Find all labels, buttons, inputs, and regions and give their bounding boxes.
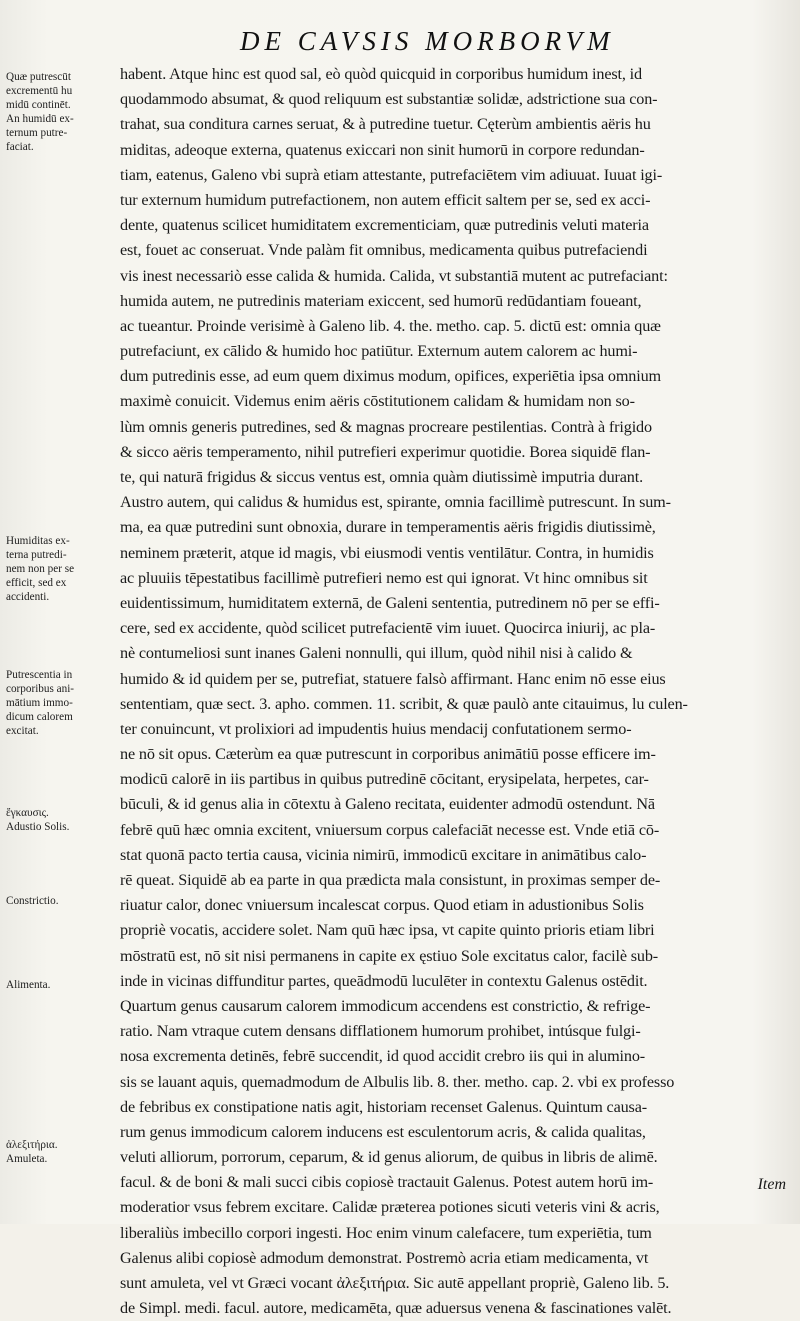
text-line: būculi, & id genus alia in cōtextu à Galeno recitata, euidenter admodū ostendunt. Nā: [120, 795, 655, 814]
margin-note-line: excrementū hu: [6, 85, 73, 97]
text-line: maximè conuicit. Videmus enim aëris cōstitutionem calidam & humidam non so-: [120, 392, 635, 411]
text-line: nosa excrementa detinēs, febrē succendit, id quod accidit crebro iis qui in alumino-: [120, 1047, 646, 1066]
text-line: de febribus ex constipatione natis agit, historiam recenset Galenus. Quintum causa-: [120, 1097, 647, 1116]
margin-note-alimenta: [6, 978, 116, 992]
text-line: sis se lauant aquis, quemadmodum de Albulis lib. 8. ther. metho. cap. 2. vbi ex professo: [120, 1072, 675, 1091]
margin-note-adustio: [6, 806, 116, 834]
text-line: tur externum humidum putrefactionem, non autem efficit saltem per se, sed ex acci-: [120, 190, 651, 209]
text-line: trahat, sua conditura carnes seruat, & à putredine tuetur. Cęterùm ambientis aëris hu: [120, 115, 651, 134]
text-line: sententiam, quæ sect. 3. apho. commen. 11. scribit, & quæ paulò ante citauimus, lu culen-: [120, 694, 688, 713]
text-line: neminem præterit, atque id magis, vbi eiusmodi ventis ventilātur. Contra, in humidis: [120, 543, 654, 562]
text-line: vis inest necessariò esse calida & humida. Calida, vt substantiā mutent ac putrefaciant:: [120, 266, 668, 285]
text-line: veluti alliorum, porrorum, ceparum, & id genus aliorum, de quibus in libris de alimē.: [120, 1148, 658, 1167]
text-line: euidentissimum, humiditatem externā, de Galeni sententia, putredinem nō per se effi-: [120, 593, 660, 612]
margin-note-line: ἀλεξιτήρια.: [6, 1139, 58, 1151]
margin-note-line: Constrictio.: [6, 895, 59, 907]
text-line: & sicco aëris temperamento, nihil putrefieri experimur quotidie. Borea siquidē flan-: [120, 442, 651, 461]
margin-note-line: Amuleta.: [6, 1153, 48, 1165]
text-line: rum genus immodicum calorem inducens est esculentorum acris, & calida qualitas,: [120, 1122, 646, 1141]
text-line: ac pluuiis tēpestatibus facillimè putrefieri nemo est qui ignorat. Vt hinc omnibus sit: [120, 568, 648, 587]
text-line: liberaliùs imbecillo corpori ingesti. Hoc enim vinum calefacere, tum experiētia, tum: [120, 1223, 652, 1242]
text-line: putrefaciunt, ex cālido & humido hoc patiūtur. Externum autem calorem ac humi-: [120, 342, 638, 361]
text-line: Galenus alibi copiosè admodum demonstrat. Postremò acria etiam medicamenta, vt: [120, 1248, 649, 1267]
text-line: ne nō sit opus. Cæterùm ea quæ putrescunt in corporibus animātiū posse efficere im-: [120, 745, 656, 764]
margin-note-humiditas: [6, 534, 116, 604]
text-line: habent. Atque hinc est quod sal, eò quòd quicquid in corporibus humidum inest, id: [120, 65, 642, 83]
margin-note-line: ternum putre-: [6, 127, 68, 139]
text-line: quodammodo absumat, & quod reliquum est substantiæ solidæ, adstrictione sua con-: [120, 90, 658, 109]
margin-note-line: dicum calorem: [6, 711, 73, 723]
margin-note-line: ἔγκαυσις.: [6, 807, 49, 819]
margin-note-line: efficit, sed ex: [6, 577, 67, 589]
margin-note-putrescit: [6, 70, 116, 154]
margin-note-line: excitat.: [6, 725, 39, 737]
margin-note-line: terna putredi-: [6, 549, 67, 561]
margin-note-line: accidenti.: [6, 591, 50, 603]
text-line: rē queat. Siquidē ab ea parte in qua prædicta mala consistunt, in proximas semper de-: [120, 871, 661, 889]
text-line: humido & id quidem per se, putrefiat, statuere falsò affirmant. Hanc enim nō esse eius: [120, 669, 666, 688]
margin-note-constrictio: [6, 894, 116, 908]
text-line: modicū calorē in iis partibus in quibus putredinē cōcitant, erysipelata, herpetes, car-: [120, 770, 649, 789]
text-line: miditas, adeoque externa, quatenus exiccari non sinit humorū in corpore redundan-: [120, 140, 645, 159]
text-line: ratio. Nam vtraque cutem densans difflationem humorum prohibet, intúsque fulgi-: [120, 1022, 641, 1041]
margin-note-line: corporibus ani-: [6, 683, 75, 695]
text-line: dum putredinis esse, ad eum quem diximus modum, opifices, experiētia ipsa omnium: [120, 367, 661, 386]
margin-note-putrescentia: [6, 668, 116, 738]
text-line: riuatur calor, donec vniuersum incalescat corpus. Quod etiam in adustionibus Solis: [120, 896, 644, 915]
text-line: humida autem, ne putredinis materiam exiccent, sed humorū redūdantiam foueant,: [120, 291, 642, 310]
margin-note-line: faciat.: [6, 141, 34, 153]
margin-note-line: nem non per se: [6, 563, 75, 575]
catchword: Item: [757, 1176, 786, 1193]
margin-note-line: Alimenta.: [6, 979, 51, 991]
text-line: cere, sed ex accidente, quòd scilicet putrefacientē vim iuuet. Quocirca iniurij, ac pla-: [120, 619, 656, 638]
text-line: propriè vocatis, accidere solet. Nam quū hæc ipsa, vt capite quinto prioris etiam libri: [120, 921, 655, 940]
margin-note-line: Quæ putrescūt: [6, 71, 71, 83]
text-line: Quartum genus causarum calorem immodicum accendens est constrictio, & refrige-: [120, 996, 651, 1015]
text-line: mōstratū est, nō sit nisi permanens in capite ex ęstiuo Sole excitatus calor, facilè sub-: [120, 946, 659, 965]
margin-note-line: midū continēt.: [6, 99, 71, 111]
text-line: Austro autem, qui calidus & humidus est, spirante, omnia facillimè putrescunt. In sum-: [120, 493, 671, 512]
text-line: stat quonā pacto tertia causa, vicinia nimirū, immodicū excitare in animātibus calo-: [120, 845, 647, 864]
text-line: facul. & de boni & mali succi cibis copiosè tractauit Galenus. Potest autem horū im-: [120, 1173, 654, 1192]
text-line: tiam, eatenus, Galeno vbi suprà etiam attestante, putrefaciētem vim adiuuat. Iuuat igi-: [120, 165, 663, 184]
text-line: te, qui naturā frigidus & siccus ventus est, omnia quàm diutissimè imputria durant.: [120, 468, 643, 486]
text-line: est, fouet ac conseruat. Vnde palàm fit omnibus, medicamenta quibus putrefaciendi: [120, 241, 648, 260]
text-line: sunt amuleta, vel vt Græci vocant ἀλεξιτήρια. Sic autē appellant propriè, Galeno lib. 5.: [120, 1274, 670, 1292]
text-line: febrē quū hæc omnia excitent, vniuersum corpus calefaciāt necesse est. Vnde etiā cō-: [120, 820, 660, 839]
text-line: ter conuincunt, vt prolixiori ad impudentis huius mendacij confutationem sermo-: [120, 719, 632, 738]
margin-note-line: mātium immo-: [6, 697, 73, 709]
margin-note-amuleta: [6, 1138, 116, 1166]
margin-note-line: An humidū ex-: [6, 113, 74, 125]
running-head: DE CAVSIS MORBORVM: [240, 26, 615, 56]
text-line: moderatior vsus febrem excitare. Calidæ præterea potiones sicuti veteris vini & acris,: [120, 1198, 660, 1217]
margin-note-line: Putrescentia in: [6, 669, 73, 681]
text-line: ac tueantur. Proinde verisimè à Galeno lib. 4. the. metho. cap. 5. dictū est: omnia quæ: [120, 316, 661, 335]
text-line: nè contumeliosi sunt inanes Galeni nonnulli, qui illum, quòd nihil nisi à calido &: [120, 644, 633, 663]
text-line: lùm omnis generis putredines, sed & magnas procreare pestilentias. Contrà à frigido: [120, 417, 652, 436]
text-line: de Simpl. medi. facul. autore, medicamēta, quæ aduersus venena & fascinationes valēt.: [120, 1299, 672, 1318]
text-line: ma, ea quæ putredini sunt obnoxia, durare in temperamentis aëris frigidis diutissimè,: [120, 518, 656, 537]
body-text: [120, 62, 788, 1321]
margin-note-line: Adustio Solis.: [6, 821, 70, 833]
text-line: dente, quatenus scilicet humiditatem excrementiciam, quæ putredinis veluti materia: [120, 216, 649, 235]
margin-note-line: Humiditas ex-: [6, 535, 70, 547]
text-line: inde in vicinas diffunditur partes, queādmodū luculēter in contextu Galenus ostēdit.: [120, 971, 648, 990]
